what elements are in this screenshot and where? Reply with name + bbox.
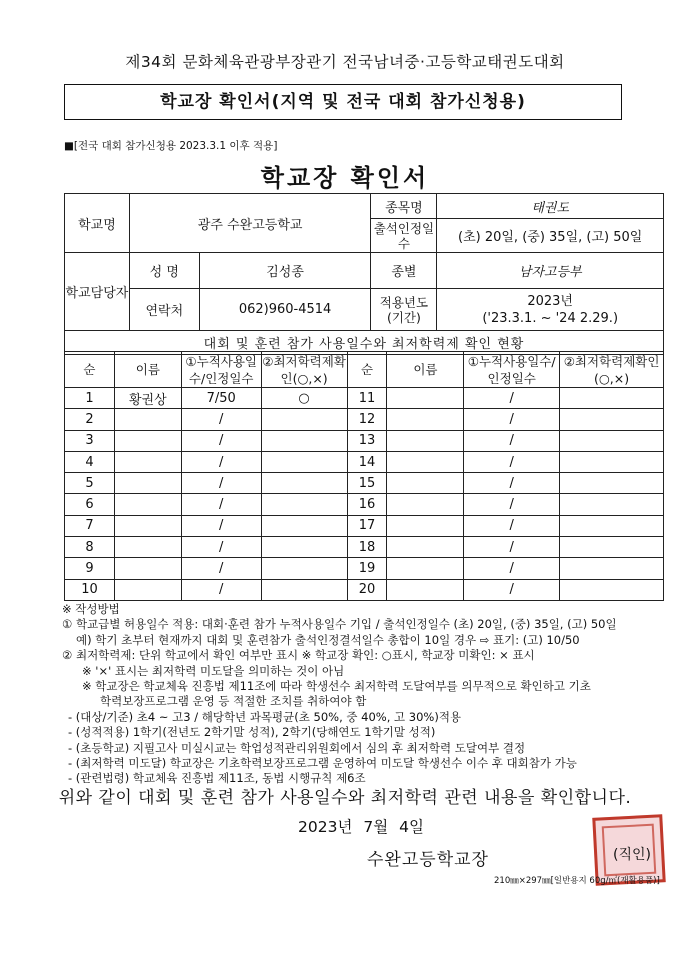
competition-header: 제34회 문화체육관광부장관기 전국남녀중·고등학교태권도대회 <box>125 53 565 71</box>
table-row <box>65 409 664 430</box>
row-check <box>560 494 664 515</box>
row-name: 황권상 <box>114 388 181 409</box>
year-value: 2023년 <box>527 293 573 309</box>
note-line: ① 학교급별 허용일수 적용: 대회·훈련 참가 누적사용일수 기입 / 출석인정일수 (초) 20일, (중) 35일, (고) 50일 <box>62 617 617 632</box>
row-no: 18 <box>347 537 387 558</box>
table-row <box>65 558 664 579</box>
attendance-label: 출석인정일수 <box>371 219 437 253</box>
row-days: 7/50 <box>181 388 261 409</box>
row-no: 16 <box>347 494 387 515</box>
contact-value: 062)960-4514 <box>199 289 371 331</box>
row-name <box>387 473 464 494</box>
row-check <box>261 473 347 494</box>
row-no: 19 <box>347 558 387 579</box>
school-label: 학교명 <box>65 194 130 253</box>
row-name <box>387 451 464 472</box>
row-no: 5 <box>65 473 115 494</box>
table-row <box>65 515 664 536</box>
row-name <box>114 558 181 579</box>
row-days: / <box>464 388 560 409</box>
row-days: / <box>464 537 560 558</box>
school-value: 광주 수완고등학교 <box>129 194 371 253</box>
row-check <box>261 537 347 558</box>
row-name <box>114 579 181 600</box>
row-name <box>114 473 181 494</box>
row-days: / <box>464 409 560 430</box>
note-line: 학력보장프로그램 운영 등 적절한 조치를 취하여야 함 <box>100 694 367 709</box>
row-check <box>261 558 347 579</box>
row-no: 8 <box>65 537 115 558</box>
row-no: 7 <box>65 515 115 536</box>
row-check <box>560 579 664 600</box>
row-name <box>387 494 464 515</box>
row-check <box>560 409 664 430</box>
status-table <box>64 351 664 601</box>
row-no: 13 <box>347 430 387 451</box>
info-table <box>64 193 664 355</box>
row-no: 10 <box>65 579 115 600</box>
note-line: 예) 학기 초부터 현재까지 대회 및 훈련참가 출석인정결석일수 총합이 10일 경우 ⇨ 표기: (고) 10/50 <box>76 632 580 647</box>
issue-date: 2023년 7월 4일 <box>298 818 424 836</box>
row-days: / <box>464 515 560 536</box>
row-no: 3 <box>65 430 115 451</box>
row-days: / <box>181 579 261 600</box>
row-name <box>387 409 464 430</box>
row-no: 14 <box>347 451 387 472</box>
row-check <box>261 579 347 600</box>
header-no: 순 <box>65 352 115 388</box>
instructions <box>62 602 662 787</box>
row-name <box>387 579 464 600</box>
table-row <box>65 579 664 600</box>
row-no: 12 <box>347 409 387 430</box>
row-days: / <box>464 579 560 600</box>
table-row <box>65 451 664 472</box>
row-days: / <box>181 430 261 451</box>
note-line: - (초등학교) 지필고사 미실시교는 학업성적관리위원회에서 심의 후 최저학력 도달여부 결정 <box>68 740 526 755</box>
row-name <box>387 515 464 536</box>
header-name: 이름 <box>114 352 181 388</box>
signer-name: 수완고등학교장 <box>367 850 489 870</box>
row-check <box>261 409 347 430</box>
row-name <box>114 409 181 430</box>
row-no: 4 <box>65 451 115 472</box>
row-days: / <box>181 494 261 515</box>
name-label: 성 명 <box>129 253 199 289</box>
header-days: ①누적사용일수/인정일수 <box>464 352 560 388</box>
note-line: ※ 작성방법 <box>62 602 120 616</box>
paper-spec: 210㎜×297㎜[일반용지 60g/㎡(재활용품)] <box>494 876 660 886</box>
table-row <box>65 537 664 558</box>
header-no: 순 <box>347 352 387 388</box>
status-title: 대회 및 훈련 참가 사용일수와 최저학력제 확인 현황 <box>65 331 664 355</box>
row-days: / <box>181 409 261 430</box>
row-check <box>261 430 347 451</box>
row-days: / <box>464 430 560 451</box>
row-name <box>114 451 181 472</box>
row-name <box>387 388 464 409</box>
division-value: 남자고등부 <box>437 253 664 289</box>
note-line: ② 최저학력제: 단위 학교에서 확인 여부만 표시 ※ 학교장 확인: ○표시, 학교장 미확인: × 표시 <box>62 648 535 663</box>
manager-label: 학교담당자 <box>65 253 130 331</box>
row-no: 15 <box>347 473 387 494</box>
row-days: / <box>464 558 560 579</box>
row-days: / <box>181 558 261 579</box>
note-line: ※ 학교장은 학교체육 진흥법 제11조에 따라 학생선수 최저학력 도달여부를 의무적으로 확인하고 기초 <box>82 679 591 694</box>
note-line: ※ '×' 표시는 최저학력 미도달을 의미하는 것이 아님 <box>82 663 345 678</box>
event-label: 종목명 <box>371 194 437 219</box>
row-days: / <box>464 451 560 472</box>
period-value: ('23.3.1. ~ '24 2.29.) <box>482 310 619 326</box>
row-check <box>560 430 664 451</box>
row-no: 9 <box>65 558 115 579</box>
attendance-value: (초) 20일, (중) 35일, (고) 50일 <box>437 219 664 253</box>
form-title: 학교장 확인서(지역 및 전국 대회 참가신청용) <box>64 84 622 120</box>
note-line: - (관련법령) 학교체육 진흥법 제11조, 동법 시행규칙 제6조 <box>68 771 366 786</box>
year-label: 적용년도(기간) <box>371 289 437 331</box>
row-days: / <box>181 451 261 472</box>
confirmation-statement: 위와 같이 대회 및 훈련 참가 사용일수와 최저학력 관련 내용을 확인합니다. <box>58 788 632 808</box>
row-check <box>560 388 664 409</box>
row-check <box>560 473 664 494</box>
note-line: - (대상/기준) 초4 ~ 고3 / 해당학년 과목평균(초 50%, 중 40%, 고 30%)적용 <box>68 709 462 724</box>
row-check <box>560 558 664 579</box>
row-check <box>560 537 664 558</box>
year-cell <box>437 289 664 331</box>
document-title: 학교장 확인서 <box>260 164 430 192</box>
row-name <box>114 537 181 558</box>
contact-label: 연락처 <box>129 289 199 331</box>
row-days: / <box>181 537 261 558</box>
event-value: 태권도 <box>437 194 664 219</box>
row-days: / <box>464 473 560 494</box>
row-days: / <box>181 473 261 494</box>
table-row <box>65 473 664 494</box>
table-row <box>65 388 664 409</box>
row-name <box>387 430 464 451</box>
row-name <box>387 537 464 558</box>
row-name <box>114 515 181 536</box>
row-name <box>114 430 181 451</box>
usage-note: ■[전국 대회 참가신청용 2023.3.1 이후 적용] <box>64 140 278 152</box>
header-name: 이름 <box>387 352 464 388</box>
row-days: / <box>181 515 261 536</box>
row-no: 1 <box>65 388 115 409</box>
note-line: - (최저학력 미도달) 학교장은 기초학력보장프로그램 운영하여 미도달 학생선수 이수 후 대회참가 가능 <box>68 756 577 771</box>
row-days: / <box>464 494 560 515</box>
row-no: 17 <box>347 515 387 536</box>
row-no: 20 <box>347 579 387 600</box>
header-days: ①누적사용일수/인정일수 <box>181 352 261 388</box>
name-value: 김성종 <box>199 253 371 289</box>
row-no: 2 <box>65 409 115 430</box>
row-check <box>261 515 347 536</box>
note-line: - (성적적용) 1학기(전년도 2학기말 성적), 2학기(당해연도 1학기말 성적) <box>68 725 436 740</box>
header-academic: ②최저학력제확인(○,×) <box>560 352 664 388</box>
row-name <box>114 494 181 515</box>
row-check: ○ <box>261 388 347 409</box>
row-check <box>261 451 347 472</box>
header-academic: ②최저학력제확인(○,×) <box>262 353 346 386</box>
row-name <box>387 558 464 579</box>
table-row <box>65 494 664 515</box>
seal-label: (직인) <box>613 847 651 863</box>
division-label: 종별 <box>371 253 437 289</box>
row-no: 11 <box>347 388 387 409</box>
row-check <box>560 451 664 472</box>
table-row <box>65 430 664 451</box>
row-no: 6 <box>65 494 115 515</box>
row-check <box>261 494 347 515</box>
row-check <box>560 515 664 536</box>
